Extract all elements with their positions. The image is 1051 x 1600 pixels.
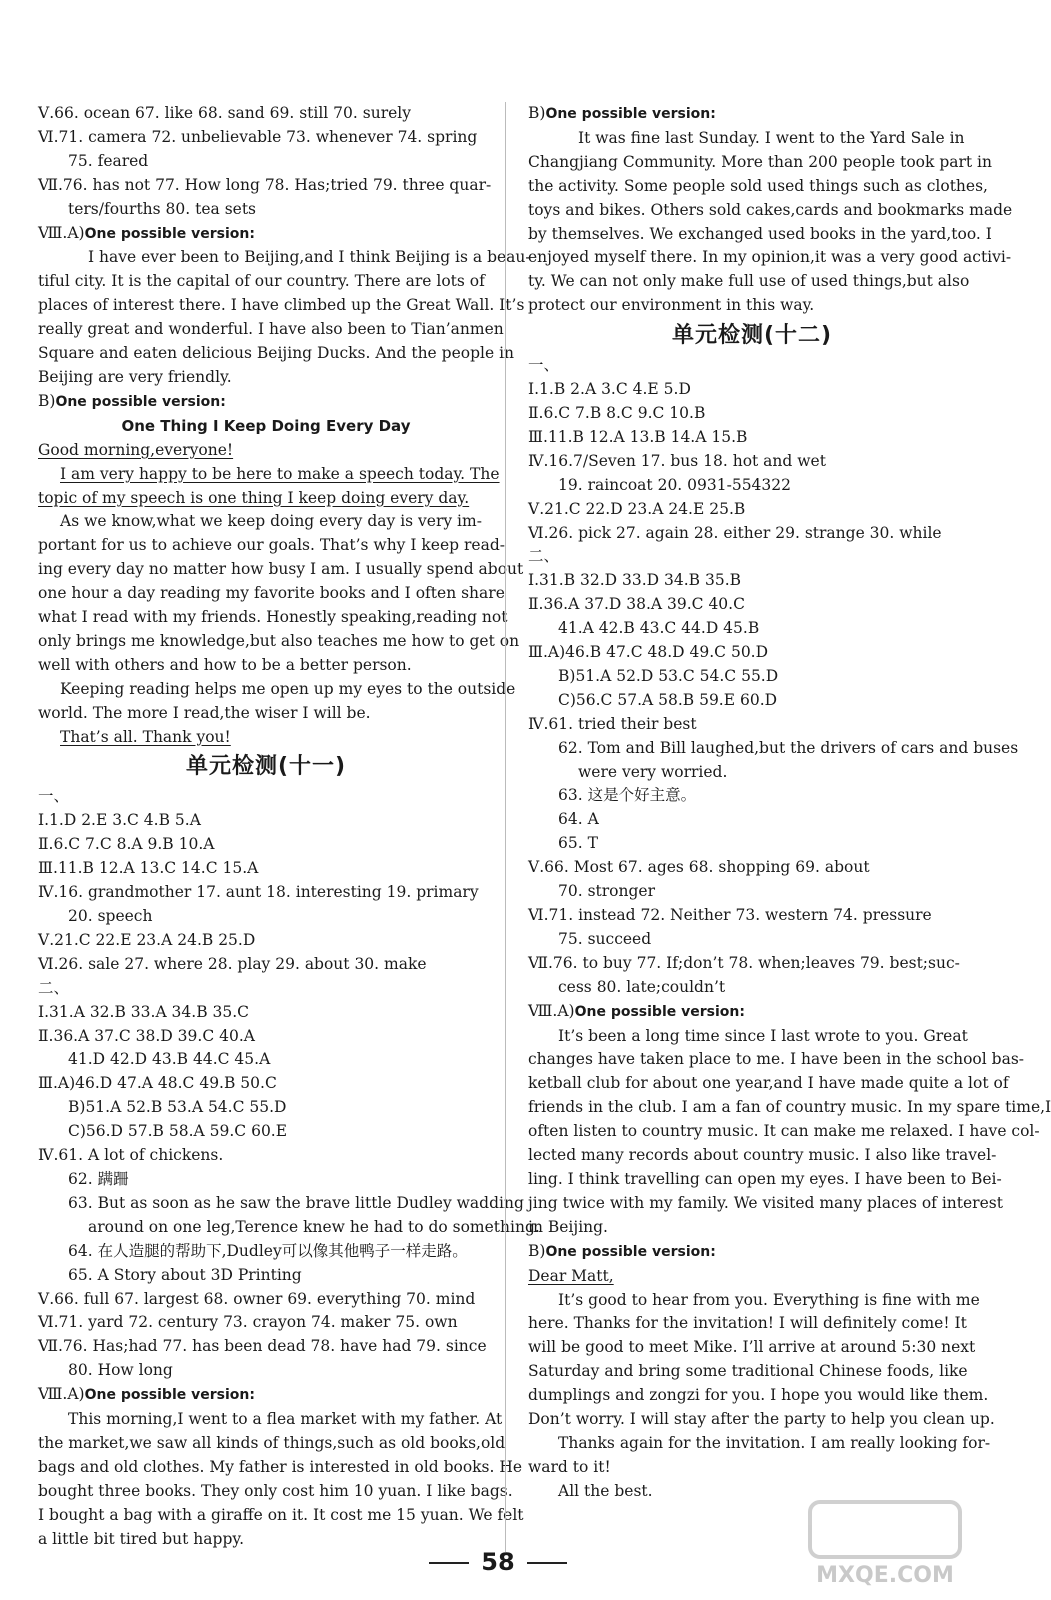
text-line — [528, 1408, 995, 1432]
text-line-content: Ⅳ.61. A lot of chickens. — [38, 1146, 224, 1165]
text-line — [38, 977, 494, 1001]
text-line — [528, 402, 976, 426]
text-line-content: Ⅳ.61. tried their best — [528, 714, 697, 733]
text-line-content: Don’t worry. I will stay after the party to help you clean up. — [528, 1410, 995, 1429]
text-line — [38, 1168, 494, 1192]
text-line — [38, 1072, 494, 1096]
text-line-content: ward to it! — [528, 1457, 611, 1476]
text-line — [38, 198, 494, 222]
text-line-content: Ⅵ.71. yard 72. century 73. crayon 74. maker 75. own — [38, 1313, 458, 1332]
text-line-content: ketball club for about one year,and I have made quite a lot of — [528, 1074, 1009, 1093]
text-line-content: Ⅲ.A)46.D 47.A 48.C 49.B 50.C — [38, 1074, 277, 1093]
text-line — [528, 223, 992, 247]
text-line — [38, 1240, 494, 1264]
text-line-content: It’s been a long time since I last wrote to you. Great — [558, 1026, 968, 1045]
text-line-content: lected many records about country music. I also like travel- — [528, 1146, 997, 1165]
text-line — [528, 1072, 1009, 1096]
text-line — [38, 929, 494, 953]
text-line-content: changes have taken place to me. I have been in the school bas- — [528, 1050, 1025, 1069]
text-line — [528, 713, 976, 737]
text-line-content: bags and old clothes. My father is interested in old books. He — [38, 1457, 523, 1476]
text-line — [38, 1144, 494, 1168]
text-line-content: Ⅳ.16. grandmother 17. aunt 18. interesting 19. primary — [38, 883, 479, 902]
text-line-content: friends in the club. I am a fan of country music. In my spare time,I — [528, 1098, 1051, 1117]
text-line-content: by themselves. We exchanged used books in the yard,too. I — [528, 224, 992, 243]
text-line-content: jing twice with my family. We visited many places of interest — [528, 1193, 1003, 1212]
text-line — [38, 606, 508, 630]
text-line — [38, 463, 500, 487]
text-line-content: Ⅴ.66. ocean 67. like 68. sand 69. still 70. surely — [38, 104, 411, 122]
text-line-content: 20. speech — [68, 907, 153, 925]
text-line — [528, 737, 1019, 761]
text-line-content: ty. We can not only make full use of used things,but also — [528, 272, 970, 291]
text-line-content: 75. succeed — [558, 929, 652, 948]
text-line — [38, 1432, 506, 1456]
text-line-content: Ⅲ.11.B 12.A 13.B 14.A 15.B — [528, 427, 748, 446]
text-line — [528, 1240, 976, 1265]
text-line — [528, 1265, 976, 1289]
text-line-content: 二、 — [38, 978, 70, 997]
text-line-content: B) — [528, 104, 546, 122]
version-label: One possible version: — [574, 1003, 745, 1020]
text-line — [528, 175, 988, 199]
text-line-content: Ⅰ.31.B 32.D 33.D 34.B 35.B — [528, 571, 742, 590]
text-line — [38, 1408, 503, 1432]
text-line — [528, 199, 1013, 223]
text-line-content: This morning,I went to a flea market with my father. At — [68, 1410, 503, 1429]
text-line-content: world. The more I read,the wiser I will be. — [38, 703, 371, 722]
text-line-content: Ⅵ.71. camera 72. unbelievable 73. whenever 74. spring — [38, 127, 478, 146]
text-line-content: Ⅲ.A)46.B 47.C 48.D 49.C 50.D — [528, 643, 769, 662]
text-line-content: 65. T — [558, 834, 598, 853]
text-line-content: B) — [38, 391, 56, 410]
text-line-content: Ⅴ.66. full 67. largest 68. owner 69. everything 70. mind — [38, 1289, 476, 1308]
text-line-content: Saturday and bring some traditional Chinese foods, like — [528, 1362, 968, 1381]
text-line — [528, 665, 976, 689]
version-label: One possible version: — [55, 393, 226, 410]
text-line-content: Ⅷ.A) — [528, 1001, 575, 1020]
text-line — [38, 366, 494, 390]
text-line-content: what I read with my friends. Honestly speaking,reading not — [38, 608, 508, 627]
text-line — [528, 450, 976, 474]
text-line — [38, 1001, 494, 1025]
text-line-content: one hour a day reading my favorite books and I often share — [38, 584, 505, 603]
text-line-content: Dear Matt, — [528, 1266, 614, 1285]
text-line — [38, 558, 524, 582]
text-line — [38, 1216, 540, 1240]
text-line — [38, 415, 494, 439]
text-line — [528, 856, 976, 880]
text-line-content: I have ever been to Beijing,and I think Beijing is a beau- — [88, 248, 531, 267]
text-line-content: Ⅲ.11.B 12.A 13.C 14.C 15.A — [38, 859, 259, 878]
text-line — [528, 1336, 976, 1360]
text-line-content: here. Thanks for the invitation! I will definitely come! It — [528, 1314, 967, 1333]
text-line — [528, 904, 976, 928]
text-line — [528, 641, 976, 665]
text-line-content: in Beijing. — [528, 1217, 608, 1236]
watermark-logo — [790, 1492, 980, 1592]
right-column — [528, 102, 1051, 1504]
text-line-content: ling. I think travelling can open my eyes. I have been to Bei- — [528, 1169, 1002, 1188]
text-line-content: I am very happy to be here to make a speech today. The — [60, 464, 500, 483]
text-line — [528, 1168, 1002, 1192]
text-line — [38, 102, 494, 126]
text-line-content: well with others and how to be a better person. — [38, 655, 412, 674]
text-line — [38, 1048, 494, 1072]
text-line-content: cess 80. late;couldn’t — [558, 977, 726, 996]
text-line — [38, 1383, 494, 1408]
text-line-content: Ⅶ.76. Has;had 77. has been dead 78. have had 79. since — [38, 1337, 487, 1356]
text-line — [38, 126, 494, 150]
text-line — [38, 342, 515, 366]
text-line-content: B) — [528, 1241, 546, 1260]
text-line — [528, 1120, 1040, 1144]
section-heading: 单元检测(十一) — [185, 754, 347, 780]
text-line-content: I bought a bag with a giraffe on it. It cost me 15 yuan. We felt — [38, 1505, 524, 1524]
text-line-content: Ⅰ.1.B 2.A 3.C 4.E 5.D — [528, 380, 691, 399]
text-line-content: Ⅴ.21.C 22.D 23.A 24.E 25.B — [528, 499, 746, 518]
text-line-content: bought three books. They only cost him 10 yuan. I like bags. — [38, 1481, 513, 1500]
text-line-content: Ⅴ.21.C 22.E 23.A 24.B 25.D — [38, 930, 256, 949]
text-line — [528, 1289, 980, 1313]
text-line — [528, 426, 976, 450]
text-line-content: 41.A 42.B 43.C 44.D 45.B — [558, 619, 760, 638]
text-line-content: B)51.A 52.B 53.A 54.C 55.D — [68, 1098, 287, 1117]
text-line-content: topic of my speech is one thing I keep doing every day. — [38, 488, 470, 507]
text-line-content: 63. 这是个好主意。 — [558, 786, 697, 805]
text-line-content: It was fine last Sunday. I went to the Yard Sale in — [578, 128, 965, 147]
text-line-content: places of interest there. I have climbed up the Great Wall. It’s — [38, 296, 525, 315]
text-line-content: portant for us to achieve our goals. That’s why I keep read- — [38, 536, 505, 555]
text-line-content: C)56.D 57.B 58.A 59.C 60.E — [68, 1122, 288, 1141]
text-line-content: 65. A Story about 3D Printing — [68, 1265, 302, 1284]
text-line — [528, 270, 976, 294]
text-line — [38, 678, 516, 702]
left-column — [38, 102, 540, 1551]
text-line — [38, 785, 494, 809]
text-line-content: Ⅱ.6.C 7.B 8.C 9.C 10.B — [528, 403, 706, 422]
text-line — [528, 617, 976, 641]
text-line — [528, 498, 976, 522]
text-line-content: All the best. — [558, 1481, 653, 1500]
text-line-content: 63. But as soon as he saw the brave little Dudley wadding — [68, 1193, 524, 1212]
text-line-content: One Thing I Keep Doing Every Day — [121, 416, 411, 435]
text-line — [38, 809, 494, 833]
text-line-content: 一、 — [38, 787, 70, 806]
text-line — [528, 976, 976, 1000]
text-line-content: Ⅵ.26. sale 27. where 28. play 29. about 30. make — [38, 954, 427, 973]
text-line — [528, 102, 976, 127]
text-line-content: 19. raincoat 20. 0931-554322 — [558, 475, 792, 494]
text-line — [528, 246, 1012, 270]
text-line — [38, 702, 494, 726]
text-line — [528, 1312, 976, 1336]
text-line-content: Ⅴ.66. Most 67. ages 68. shopping 69. about — [528, 858, 870, 877]
text-line — [38, 654, 494, 678]
text-line — [528, 952, 976, 976]
text-line-content: the market,we saw all kinds of things,such as old books,old — [38, 1433, 506, 1452]
text-line — [528, 1000, 976, 1025]
text-line — [528, 1144, 997, 1168]
text-line-content: Ⅶ.76. to buy 77. If;don’t 78. when;leaves 79. best;suc- — [528, 953, 960, 972]
text-line — [38, 270, 494, 294]
text-line-content: Good morning,everyone! — [38, 440, 234, 459]
text-line-content: a little bit tired but happy. — [38, 1529, 245, 1548]
text-line — [528, 808, 976, 832]
text-line-content: 62. Tom and Bill laughed,but the drivers of cars and buses — [558, 738, 1019, 757]
text-line-content: 62. 蹒跚 — [68, 1169, 129, 1188]
text-line — [38, 1359, 494, 1383]
text-line — [38, 174, 494, 198]
text-line-content: protect our environment in this way. — [528, 296, 815, 315]
text-line-content: As we know,what we keep doing every day is very im- — [60, 512, 482, 531]
text-line — [38, 1096, 494, 1120]
text-line-content: Keeping reading helps me open up my eyes to the outside — [60, 679, 516, 698]
page-number-dash-right — [527, 1562, 567, 1564]
version-label: One possible version: — [545, 106, 716, 122]
text-line-content: Ⅷ.A) — [38, 1385, 85, 1404]
text-line-content: Ⅰ.1.D 2.E 3.C 4.B 5.A — [38, 811, 201, 830]
text-line — [528, 545, 976, 569]
text-line-content: were very worried. — [578, 762, 728, 781]
text-line — [528, 1432, 991, 1456]
version-label: One possible version: — [545, 1243, 716, 1260]
text-line-content: will be good to meet Mike. I’ll arrive at around 5:30 next — [528, 1338, 976, 1357]
text-line — [38, 390, 494, 415]
text-line — [528, 474, 976, 498]
text-line — [528, 593, 976, 617]
text-line — [38, 294, 525, 318]
text-line — [528, 522, 976, 546]
text-line — [38, 439, 494, 463]
text-line — [38, 487, 494, 511]
text-line-content: Ⅶ.76. has not 77. How long 78. Has;tried 79. three quar- — [38, 175, 492, 194]
text-line — [528, 1216, 976, 1240]
text-line — [38, 222, 494, 247]
text-line — [38, 1120, 494, 1144]
text-line — [528, 761, 976, 785]
text-line — [528, 354, 976, 378]
text-line-content: around on one leg,Terence knew he had to do something. — [88, 1217, 540, 1236]
text-line — [38, 1264, 494, 1288]
text-line — [528, 880, 976, 904]
text-line-content: the activity. Some people sold used things such as clothes, — [528, 176, 988, 195]
text-line — [38, 1288, 494, 1312]
text-line — [528, 689, 976, 713]
text-line-content: 一、 — [528, 356, 560, 375]
text-line-content: It’s good to hear from you. Everything is fine with me — [558, 1290, 980, 1309]
text-line — [528, 784, 976, 808]
text-line-content: 二、 — [528, 547, 560, 566]
text-line — [528, 928, 976, 952]
text-line-content: enjoyed myself there. In my opinion,it was a very good activi- — [528, 248, 1012, 267]
watermark-text: MXQE.COM — [816, 1563, 954, 1588]
version-label: One possible version: — [84, 225, 255, 242]
text-line-content: only brings me knowledge,but also teaches me how to get on — [38, 631, 520, 650]
text-line — [528, 1192, 1003, 1216]
text-line-content: Ⅱ.36.A 37.C 38.D 39.C 40.A — [38, 1026, 255, 1045]
text-line-content: Ⅰ.31.A 32.B 33.A 34.B 35.C — [38, 1002, 250, 1021]
text-line-content: ters/fourths 80. tea sets — [68, 199, 256, 218]
text-line-content: Beijing are very friendly. — [38, 367, 232, 386]
text-line — [38, 953, 494, 977]
text-line-content: 80. How long — [68, 1361, 173, 1380]
text-line-content: C)56.C 57.A 58.B 59.E 60.D — [558, 690, 778, 709]
text-line-content: dumplings and zongzi for you. I hope you would like them. — [528, 1386, 989, 1405]
text-line — [528, 1360, 976, 1384]
text-line-content: Changjiang Community. More than 200 people took part in — [528, 152, 992, 171]
text-line — [38, 630, 520, 654]
text-line-content: Ⅱ.6.C 7.C 8.A 9.B 10.A — [38, 835, 215, 854]
text-line — [38, 1504, 524, 1528]
text-line-content: Ⅳ.16.7/Seven 17. bus 18. hot and wet — [528, 451, 826, 470]
page-number-dash-left — [429, 1562, 469, 1564]
text-line — [38, 246, 531, 270]
text-line — [528, 294, 976, 318]
column-divider — [505, 102, 506, 1552]
text-line — [38, 1192, 524, 1216]
text-line-content: 41.D 42.D 43.B 44.C 45.A — [68, 1050, 271, 1069]
text-line — [38, 150, 494, 174]
text-line-content: often listen to country music. It can make me relaxed. I have col- — [528, 1122, 1040, 1141]
text-line-content: Thanks again for the invitation. I am really looking for- — [558, 1433, 991, 1452]
text-line — [38, 833, 494, 857]
text-line — [38, 534, 505, 558]
text-line — [528, 569, 976, 593]
page-number-text: 58 — [481, 1548, 515, 1576]
text-line — [38, 1456, 523, 1480]
text-line-content: 70. stronger — [558, 882, 655, 901]
text-line-content: really great and wonderful. I have also been to Tian’anmen — [38, 320, 504, 339]
text-line-content: 64. 在人造腿的帮助下,Dudley可以像其他鸭子一样走路。 — [68, 1241, 468, 1260]
text-line-content: 64. A — [558, 810, 599, 829]
text-line-content: tiful city. It is the capital of our country. There are lots of — [38, 272, 485, 291]
text-line — [528, 832, 976, 856]
text-line — [38, 726, 494, 750]
text-line — [528, 1096, 1051, 1120]
text-line-content: B)51.A 52.D 53.C 54.C 55.D — [558, 666, 779, 685]
text-line — [38, 318, 504, 342]
text-line-content: ing every day no matter how busy I am. I usually spend about — [38, 560, 524, 579]
text-line — [528, 1048, 1025, 1072]
text-line — [38, 1335, 494, 1359]
text-line — [528, 1384, 989, 1408]
version-label: One possible version: — [84, 1387, 255, 1404]
text-line — [528, 1025, 976, 1049]
text-line — [38, 582, 505, 606]
text-line — [38, 905, 494, 929]
text-line-content: 75. feared — [68, 151, 149, 170]
text-line-content: Ⅱ.36.A 37.D 38.A 39.C 40.C — [528, 595, 745, 614]
text-line — [528, 1456, 976, 1480]
text-line — [38, 510, 494, 534]
text-line — [528, 378, 976, 402]
text-line-content: Square and eaten delicious Beijing Ducks. And the people in — [38, 344, 515, 363]
text-line-content: Ⅵ.26. pick 27. again 28. either 29. strange 30. while — [528, 523, 942, 542]
text-line — [528, 151, 992, 175]
text-line-content: Ⅵ.71. instead 72. Neither 73. western 74. pressure — [528, 906, 932, 924]
text-line — [38, 1025, 494, 1049]
text-line-content: That’s all. Thank you! — [60, 727, 231, 746]
text-line — [38, 1480, 513, 1504]
text-line-content: toys and bikes. Others sold cakes,cards and bookmarks made — [528, 200, 1013, 219]
section-heading: 单元检测(十二) — [671, 323, 833, 349]
text-line — [38, 881, 494, 905]
text-line — [38, 857, 494, 881]
text-line — [528, 127, 976, 151]
text-line-content: Ⅷ.A) — [38, 223, 85, 242]
text-line — [38, 1311, 494, 1335]
